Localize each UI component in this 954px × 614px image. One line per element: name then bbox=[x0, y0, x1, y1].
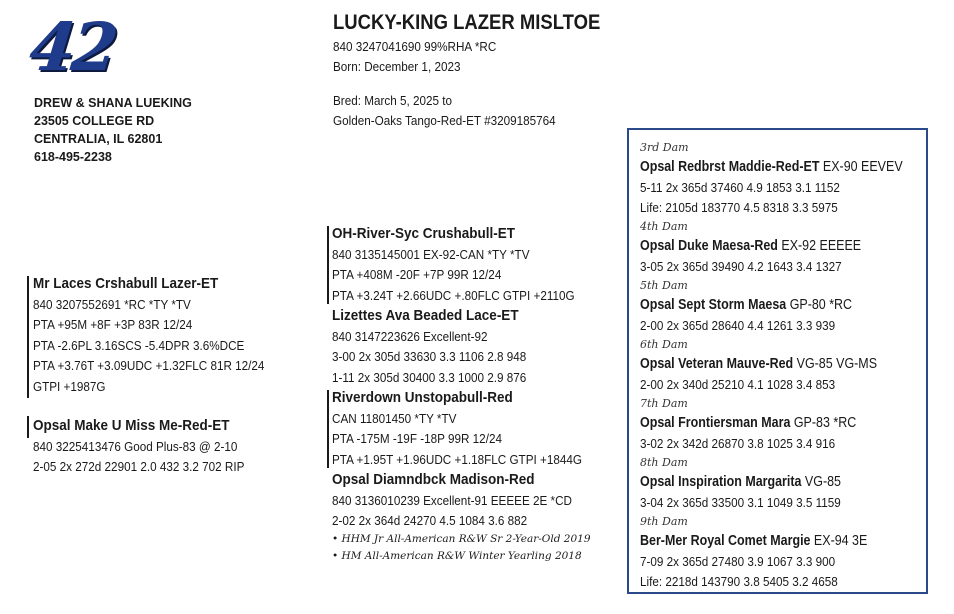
sire-line: 840 3207552691 *RC *TY *TV bbox=[33, 296, 191, 312]
sire-line: PTA -2.6PL 3.16SCS -5.4DPR 3.6%DCE bbox=[33, 337, 245, 353]
dam-dam-line: 840 3136010239 Excellent-91 EEEEE 2E *CD bbox=[332, 492, 573, 508]
ancestor-name: Opsal Frontiersman Mara GP-83 *RC bbox=[640, 415, 857, 431]
award-item: • HHM Jr All-American R&W Sr 2-Year-Old 2019 bbox=[332, 533, 591, 545]
ancestor-entry bbox=[640, 513, 945, 592]
ancestor-classification: VG-85 VG-MS bbox=[796, 356, 878, 372]
dam-sire-bracket bbox=[327, 390, 329, 468]
sire-block bbox=[33, 274, 290, 397]
dam-sire-line: PTA +1.95T +1.96UDC +1.18FLC GTPI +1844G bbox=[332, 451, 582, 467]
sire-sire-name: OH-River-Syc Crushabull-ET bbox=[332, 225, 516, 242]
ancestor-record: 3-04 2x 365d 33500 3.1 1049 3.5 1159 bbox=[640, 495, 841, 510]
sire-sire-block bbox=[332, 224, 602, 306]
ancestor-classification: EX-94 3E bbox=[813, 533, 868, 549]
sire-dam-line: 840 3147223626 Excellent-92 bbox=[332, 328, 488, 344]
ancestor-name: Opsal Duke Maesa-Red EX-92 EEEEE bbox=[640, 238, 862, 254]
animal-bred: Bred: March 5, 2025 to bbox=[333, 93, 453, 108]
award-item: • HM All-American R&W Winter Yearling 2018 bbox=[332, 550, 582, 562]
dam-line: 2-05 2x 272d 22901 2.0 432 3.2 702 RIP bbox=[33, 459, 245, 474]
ancestor-label: 8th Dam bbox=[640, 456, 688, 469]
ancestor-classification: EX-92 EEEEE bbox=[781, 238, 862, 254]
sire-dam-line: 1-11 2x 305d 30400 3.3 1000 2.9 876 bbox=[332, 369, 527, 385]
dam-sire-line: PTA -175M -19F -18P 99R 12/24 bbox=[332, 431, 502, 446]
sire-sire-line: 840 3135145001 EX-92-CAN *TY *TV bbox=[332, 246, 530, 262]
ancestor-record: 2-00 2x 340d 25210 4.1 1028 3.4 853 bbox=[640, 377, 836, 392]
award-list bbox=[332, 531, 591, 565]
animal-name: LUCKY-KING LAZER MISLTOE bbox=[333, 11, 601, 34]
dam-sire-name: Riverdown Unstopabull-Red bbox=[332, 389, 513, 406]
ancestor-name: Opsal Veteran Mauve-Red VG-85 VG-MS bbox=[640, 356, 878, 372]
animal-id: 840 3247041690 99%RHA *RC bbox=[333, 39, 497, 54]
ancestor-label: 9th Dam bbox=[640, 515, 688, 528]
ancestor-label: 7th Dam bbox=[640, 397, 688, 410]
dam-sire-line: CAN 11801450 *TY *TV bbox=[332, 410, 457, 426]
sire-line: PTA +95M +8F +3P 83R 12/24 bbox=[33, 317, 193, 332]
ancestor-name: Opsal Redbrst Maddie-Red-ET EX-90 EEVEV bbox=[640, 159, 903, 175]
dam-sire-block bbox=[332, 388, 610, 470]
sire-dam-block bbox=[332, 306, 548, 388]
ancestor-entry bbox=[640, 336, 945, 395]
sire-line: PTA +3.76T +3.09UDC +1.32FLC 81R 12/24 bbox=[33, 358, 265, 373]
ancestors-list bbox=[640, 139, 945, 592]
ancestor-record: 3-05 2x 365d 39490 4.2 1643 3.4 1327 bbox=[640, 259, 842, 274]
ancestor-record: 2-00 2x 365d 28640 4.4 1261 3.3 939 bbox=[640, 318, 836, 333]
sire-sire-bracket bbox=[327, 226, 329, 304]
sire-line: GTPI +1987G bbox=[33, 378, 106, 394]
ancestor-record: Life: 2105d 183770 4.5 8318 3.3 5975 bbox=[640, 200, 838, 215]
ancestor-label: 6th Dam bbox=[640, 338, 688, 351]
ancestor-label: 4th Dam bbox=[640, 220, 688, 233]
ancestor-entry bbox=[640, 139, 945, 218]
ancestor-name: Opsal Inspiration Margarita VG-85 bbox=[640, 474, 841, 490]
ancestor-record: 7-09 2x 365d 27480 3.9 1067 3.3 900 bbox=[640, 554, 836, 569]
ancestor-record: 5-11 2x 365d 37460 4.9 1853 3.1 1152 bbox=[640, 180, 840, 195]
sire-dam-line: 3-00 2x 305d 33630 3.3 1106 2.8 948 bbox=[332, 349, 527, 364]
owner-street: 23505 COLLEGE RD bbox=[34, 114, 155, 128]
owner-name: DREW & SHANA LUEKING bbox=[34, 96, 192, 110]
sire-bracket bbox=[27, 276, 29, 398]
dam-dam-block bbox=[332, 470, 599, 532]
ancestor-entry bbox=[640, 277, 945, 336]
ancestor-record: 3-02 2x 342d 26870 3.8 1025 3.4 916 bbox=[640, 436, 836, 451]
ancestor-entry bbox=[640, 395, 945, 454]
dam-line: 840 3225413476 Good Plus-83 @ 2-10 bbox=[33, 438, 238, 454]
sire-dam-name: Lizettes Ava Beaded Lace-ET bbox=[332, 307, 519, 324]
ancestor-classification: EX-90 EEVEV bbox=[822, 159, 903, 175]
ancestor-entry bbox=[640, 454, 945, 513]
sire-sire-line: PTA +3.24T +2.66UDC +.80FLC GTPI +2110G bbox=[332, 287, 575, 303]
ancestor-classification: GP-83 *RC bbox=[793, 415, 857, 431]
ancestor-name: Opsal Sept Storm Maesa GP-80 *RC bbox=[640, 297, 853, 313]
ancestor-classification: GP-80 *RC bbox=[789, 297, 853, 313]
animal-bred-to: Golden-Oaks Tango-Red-ET #3209185764 bbox=[333, 113, 556, 128]
animal-born: Born: December 1, 2023 bbox=[333, 59, 461, 74]
owner-city: CENTRALIA, IL 62801 bbox=[34, 132, 163, 146]
ancestor-entry bbox=[640, 218, 945, 277]
ancestor-label: 3rd Dam bbox=[640, 141, 689, 154]
owner-block bbox=[34, 94, 192, 166]
dam-dam-name: Opsal Diamndbck Madison-Red bbox=[332, 471, 535, 488]
owner-phone: 618-495-2238 bbox=[34, 150, 112, 164]
ancestor-label: 5th Dam bbox=[640, 279, 688, 292]
dam-bracket bbox=[27, 416, 29, 438]
lot-number: 42 bbox=[25, 8, 118, 86]
ancestor-classification: VG-85 bbox=[804, 474, 841, 490]
sire-name: Mr Laces Crshabull Lazer-ET bbox=[33, 275, 219, 292]
sire-sire-line: PTA +408M -20F +7P 99R 12/24 bbox=[332, 267, 502, 282]
dam-block bbox=[33, 416, 268, 478]
ancestor-record: Life: 2218d 143790 3.8 5405 3.2 4658 bbox=[640, 574, 838, 589]
dam-dam-line: 2-02 2x 364d 24270 4.5 1084 3.6 882 bbox=[332, 513, 528, 528]
ancestor-name: Ber-Mer Royal Comet Margie EX-94 3E bbox=[640, 533, 868, 549]
dam-name: Opsal Make U Miss Me-Red-ET bbox=[33, 417, 230, 434]
